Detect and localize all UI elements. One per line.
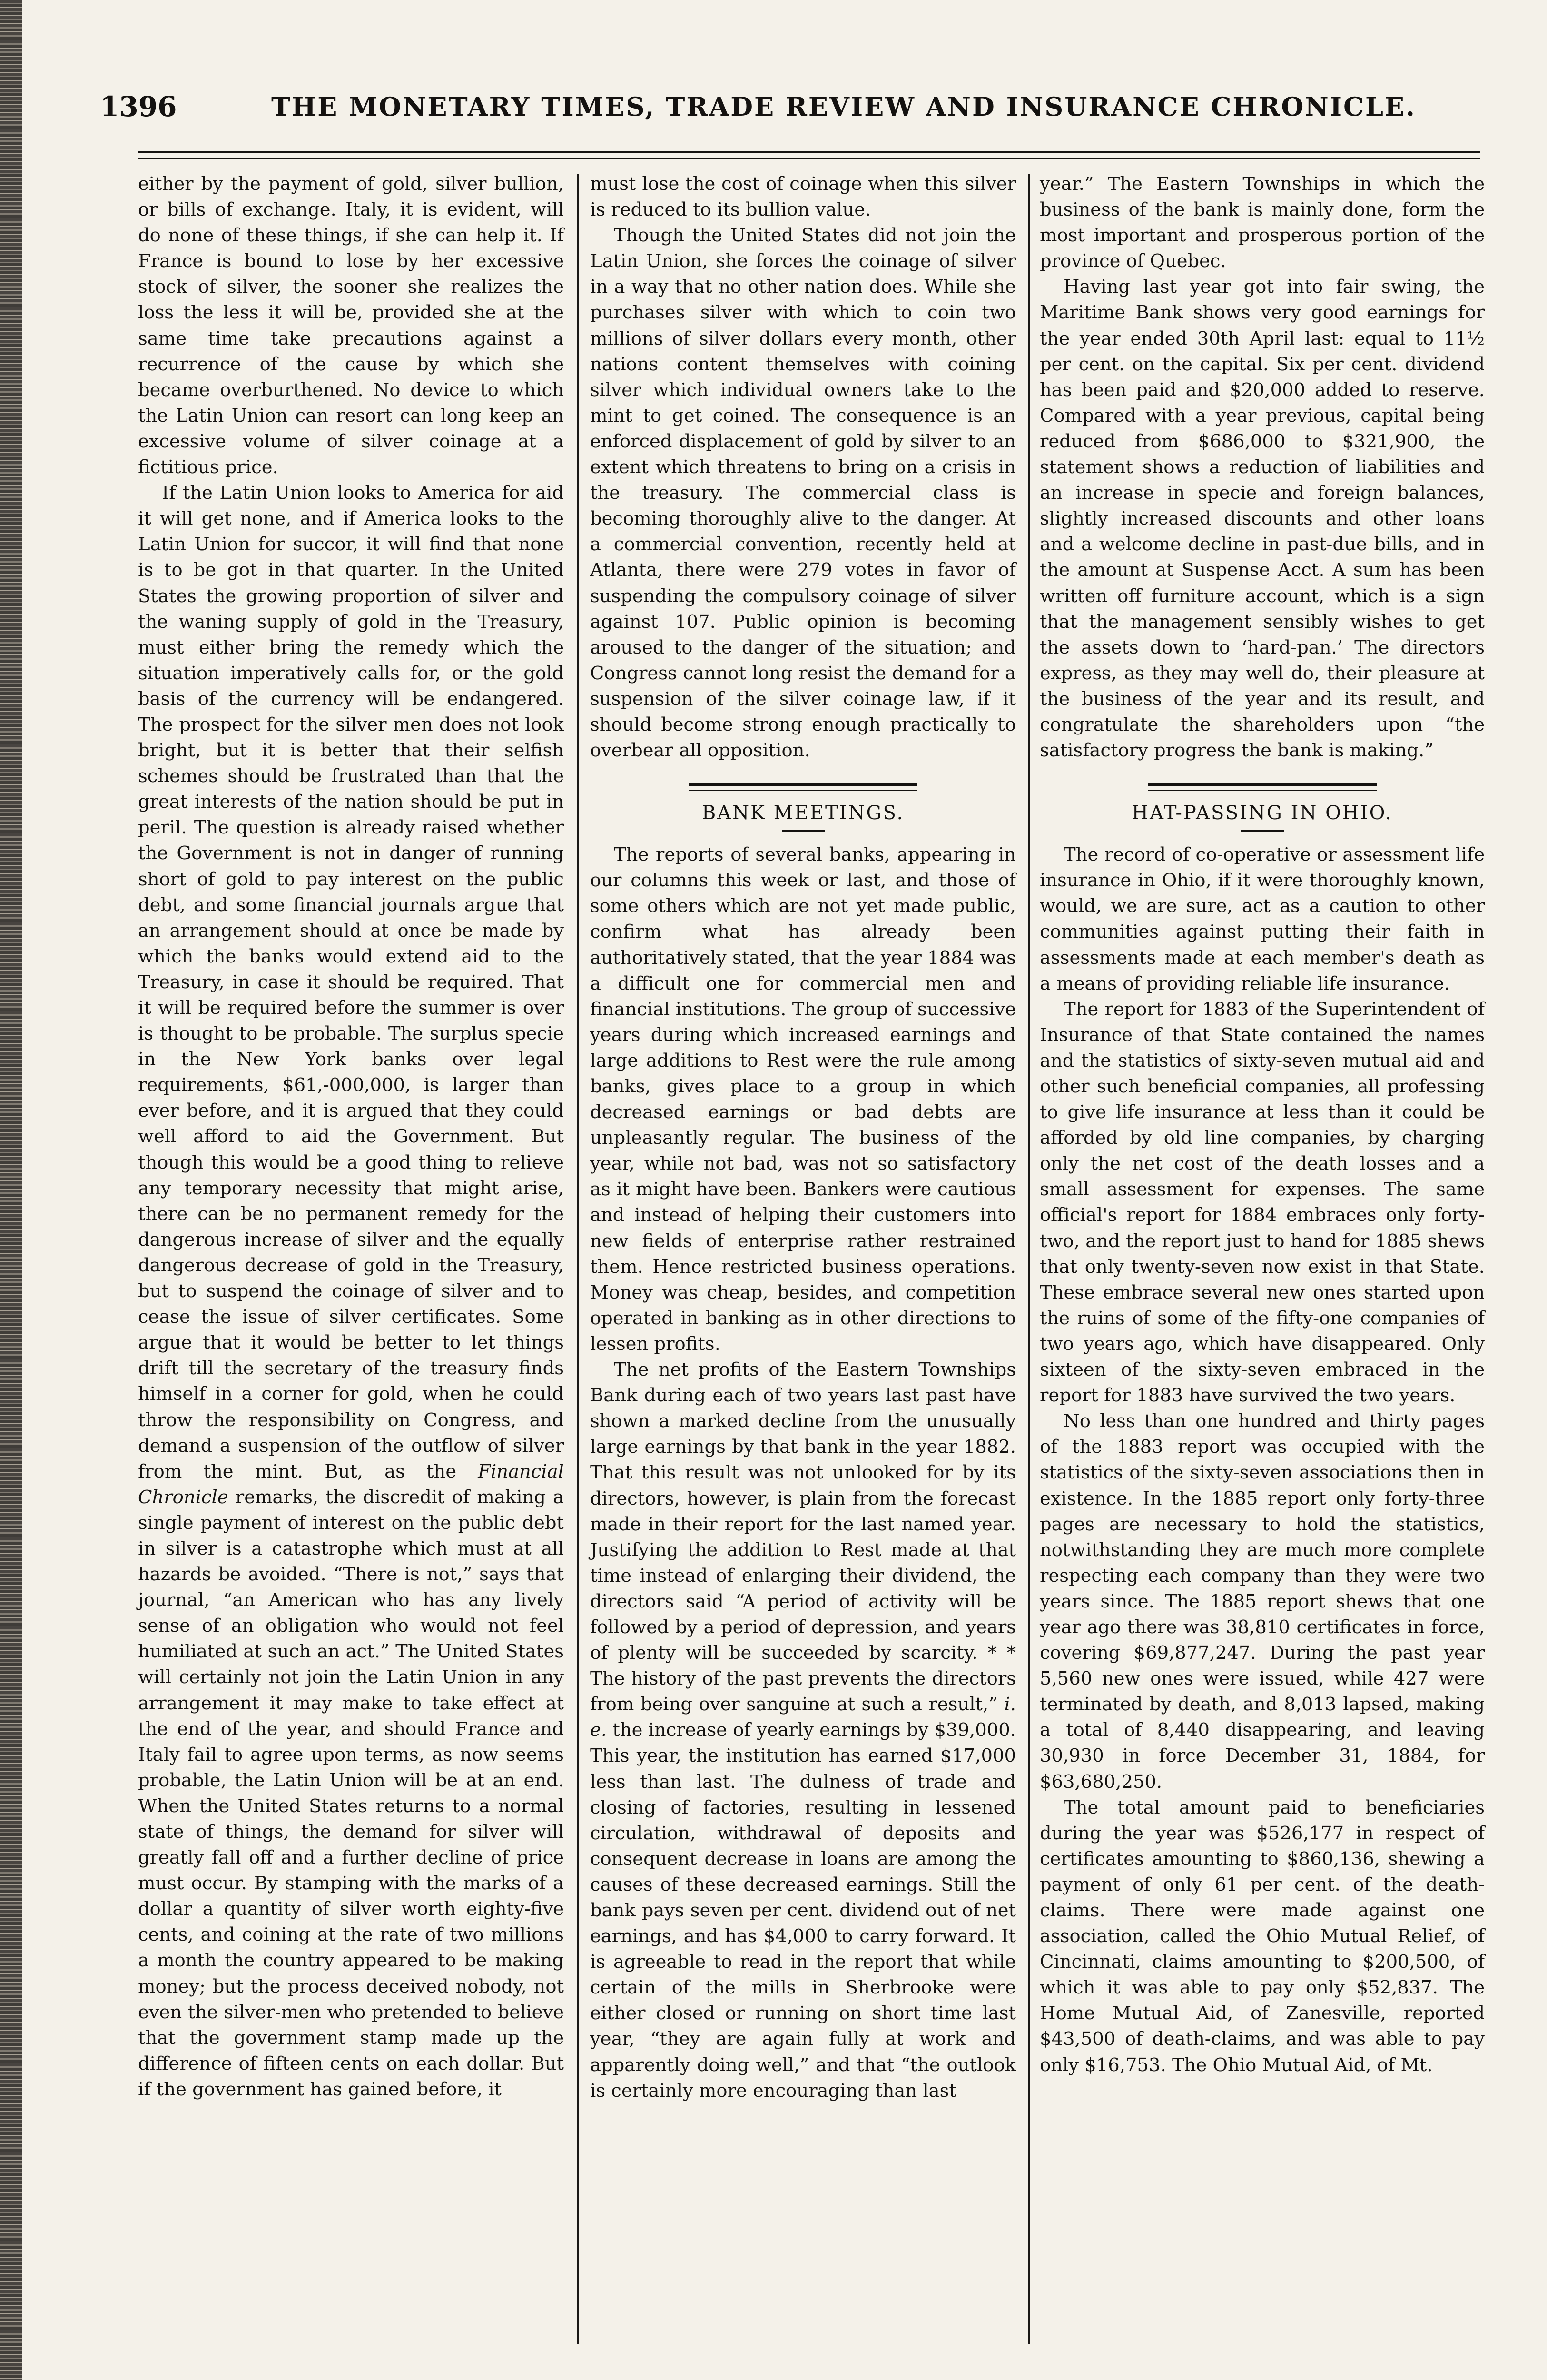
article-paragraph: either by the payment of gold, silver bullion, or bills of exchange. Italy, it is evident, will do none of these things, if she can help it. If France is bound to lose by her excessive stock of silver, the sooner she realizes the loss the less it will be, provided she at the same time take precautions against a recurrence of the cause by which she became overburthened. No device to which the Latin Union can resort can long keep an excessive volume of silver coinage at a fictitious price. — [138, 173, 564, 478]
binding-edge — [0, 0, 22, 2380]
article-paragraph: The total amount paid to beneficiaries during the year was $526,177 in respect of certificates amounting to $860,136, shewing a payment of only 61 per cent. of the death-claims. There were made against one association, called the Ohio Mutual Relief, of Cincinnati, claims amounting to $200,500, of which it was able to pay only $52,837. The Home Mutual Aid, of Zanesville, reported $43,500 of death-claims, and was able to pay only $16,753. The Ohio Mutual Aid, of Mt. — [1040, 1796, 1485, 2076]
article-paragraph: must lose the cost of coinage when this silver is reduced to its bullion value. — [590, 173, 1016, 221]
heading-underline — [1241, 830, 1284, 832]
section-heading: HAT-PASSING IN OHIO. — [1132, 802, 1393, 824]
italic-abbrev: i. e. — [590, 1694, 1016, 1741]
page-header — [100, 90, 1494, 143]
article-paragraph: No less than one hundred and thirty pages of the 1883 report was occupied with the statistics of the sixty-seven associations then in existence. In the 1885 report only forty-three pages are necessary to hold the statistics, notwithstanding they are much more complete respecting each company than they were two years since. The 1885 report shews that one year ago there was 38,810 certificates in force, covering $69,877,247. During the past year 5,560 new ones were issued, while 427 were terminated by death, and 8,013 lapsed, making a total of 8,440 disappearing, and leaving 30,930 in force December 31, 1884, for $63,680,250. — [1040, 1410, 1485, 1793]
column-1 — [138, 171, 564, 2342]
section-rule — [1148, 783, 1377, 791]
column-3 — [1040, 171, 1485, 2342]
column-divider — [577, 174, 579, 2344]
section-heading: BANK MEETINGS. — [701, 802, 905, 824]
article-paragraph: The report for 1883 of the Superintendent of Insurance of that State contained the names and the statistics of sixty-seven mutual aid and other such beneficial companies, all professing to give life insurance at less than it could be afforded by old line companies, by charging only the net cost of the death losses and a small assessment for expenses. The same official's report for 1884 embraces only forty-two, and the report just to hand for 1885 shews that only twenty-seven now exist in that State. These embrace several new ones started upon the ruins of some of the fifty-one companies of two years ago, which have disappeared. Only sixteen of the sixty-seven embraced in the report for 1883 have survived the two years. — [1040, 998, 1485, 1407]
article-paragraph: Having last year got into fair swing, the Maritime Bank shows very good earnings for the year ended 30th April last: equal to 11½ per cent. on the capital. Six per cent. dividend has been paid and $20,000 added to reserve. Compared with a year previous, capital being reduced from $686,000 to $321,900, the statement shows a reduction of liabilities and an increase in specie and foreign balances, slightly increased discounts and other loans and a welcome decline in past-due bills, and in the amount at Suspense Acct. A sum has been written off furniture account, which is a sign that the management sensibly wishes to get the assets down to ‘hard-pan.’ The directors express, as they may well do, their pleasure at the business of the year and its result, and congratulate the shareholders upon “the satisfactory progress the bank is making.” — [1040, 276, 1485, 762]
article-paragraph — [138, 480, 564, 2102]
article-paragraph: The reports of several banks, appearing in our columns this week or last, and those of some others which are not yet made public, confirm what has already been authoritatively stated, that the year 1884 was a difficult one for commercial men and financial institutions. The group of successive years during which increased earnings and large additions to Rest were the rule among banks, gives place to a group in which decreased earnings or bad debts are unpleasantly regular. The business of the year, while not bad, was not so satisfactory as it might have been. Bankers were cautious and instead of helping their customers into new fields of enterprise rather restrained them. Hence restricted business operations. Money was cheap, besides, and competition operated in banking as in other directions to lessen profits. — [590, 844, 1016, 1355]
column-divider — [1028, 174, 1030, 2344]
text-run: If the Latin Union looks to America for aid it will get none, and if America looks to the Latin Union for succor, it will find that none is to be got in that quarter. In the United States the growing proportion of silver and the waning supply of gold in the Treasury, must either bring the remedy which the situation imperatively calls for, or the gold basis of the currency will be endangered. The prospect for the silver men does not look bright, but it is better that their selfish schemes should be frustrated than that the great interests of the nation should be put in peril. The question is already raised whether the Government is not in danger of running short of gold to pay interest on the public debt, and some financial journals argue that an arrangement should at once be made by which the banks would extend aid to the Treasury, in case it should be required. That it will be required before the summer is over is thought to be probable. The surplus specie in the New York banks over legal requirements, $61,-000,000, is larger than ever before, and it is argued that they could well afford to aid the Government. But though this would be a good thing to relieve any temporary necessity that might arise, there can be no permanent remedy for the dangerous increase of silver and the equally dangerous decrease of gold in the Treasury, but to suspend the coinage of silver and to cease the issue of silver certificates. Some argue that it would be better to let things drift till the secretary of the treasury finds himself in a corner for gold, when he could throw the responsibility on Congress, and demand a suspension of the outflow of silver from the mint. But, as the — [138, 482, 564, 1482]
section-rule — [689, 783, 917, 791]
column-2 — [590, 171, 1016, 2342]
article-paragraph: The record of co-operative or assessment life insurance in Ohio, if it were thoroughly known, would, we are sure, act as a caution to other communities against putting their faith in assessments made at each member's death as a means of providing reliable life insurance. — [1040, 844, 1485, 994]
text-run: the increase of yearly earnings by $39,000. This year, the institution has earned $17,000 less than last. The dulness of trade and closing of factories, resulting in lessened circulation, withdrawal of deposits and consequent decrease in loans are among the causes of these decreased earnings. Still the bank pays seven per cent. dividend out of net earnings, and has $4,000 to carry forward. It is agreeable to read in the report that while certain of the mills in Sherbrooke were either closed or running on short time last year, “they are again fully at work and apparently doing well,” and that “the outlook is certainly more encouraging than last — [590, 1719, 1016, 2102]
newspaper-page — [100, 71, 1494, 2366]
text-run: The net profits of the Eastern Townships Bank during each of two years last past have shown a marked decline from the unusually large earnings by that bank in the year 1882. That this result was not unlooked for by its directors, however, is plain from the forecast made in their report for the last named year. Justifying the addition to Rest made at that time instead of enlarging their dividend, the directors said “A period of activity will be followed by a period of depression, and years of plenty will be succeeded by scarcity. * * The history of the past prevents the directors from being over sanguine at such a result,” — [590, 1359, 1016, 1716]
header-double-rule — [138, 151, 1480, 159]
italic-title: Financial Chronicle — [138, 1460, 564, 1508]
journal-title: THE MONETARY TIMES, TRADE REVIEW AND INSURANCE CHRONICLE. — [271, 91, 1416, 122]
heading-underline — [782, 830, 825, 832]
article-paragraph: Though the United States did not join the Latin Union, she forces the coinage of silver in a way that no other nation does. While she purchases silver with which to coin two millions of silver dollars every month, other nations content themselves with coining silver which individual owners take to the mint to get coined. The consequence is an enforced displacement of gold by silver to an extent which threatens to bring on a crisis in the treasury. The commercial class is becoming thoroughly alive to the danger. At a commercial convention, recently held at Atlanta, there were 279 votes in favor of suspending the compulsory coinage of silver against 107. Public opinion is becoming aroused to the danger of the situation; and Congress cannot long resist the demand for a suspension of the silver coinage law, if it should become strong enough practically to overbear all opposition. — [590, 225, 1016, 762]
article-paragraph: year.” The Eastern Townships in which the business of the bank is mainly done, form the most important and prosperous portion of the province of Quebec. — [1040, 173, 1485, 272]
article-paragraph — [590, 1357, 1016, 2104]
text-run: remarks, the discredit of making a single payment of interest on the public debt in silver is a catastrophe which must at all hazards be avoided. “There is not,” says that journal, “an American who has any lively sense of an obligation who would not feel humiliated at such an act.” The United States will certainly not join the Latin Union in any arrangement it may make to take effect at the end of the year, and should France and Italy fail to agree upon terms, as now seems probable, the Latin Union will be at an end. When the United States returns to a normal state of things, the demand for silver will greatly fall off and a further decline of price must occur. By stamping with the marks of a dollar a quantity of silver worth eighty-five cents, and coining at the rate of two millions a month the country appeared to be making money; but the process deceived nobody, not even the silver-men who pretended to believe that the government stamp made up the difference of fifteen cents on each dollar. But if the government has gained before, it — [138, 1486, 564, 2100]
page-number: 1396 — [100, 90, 177, 123]
